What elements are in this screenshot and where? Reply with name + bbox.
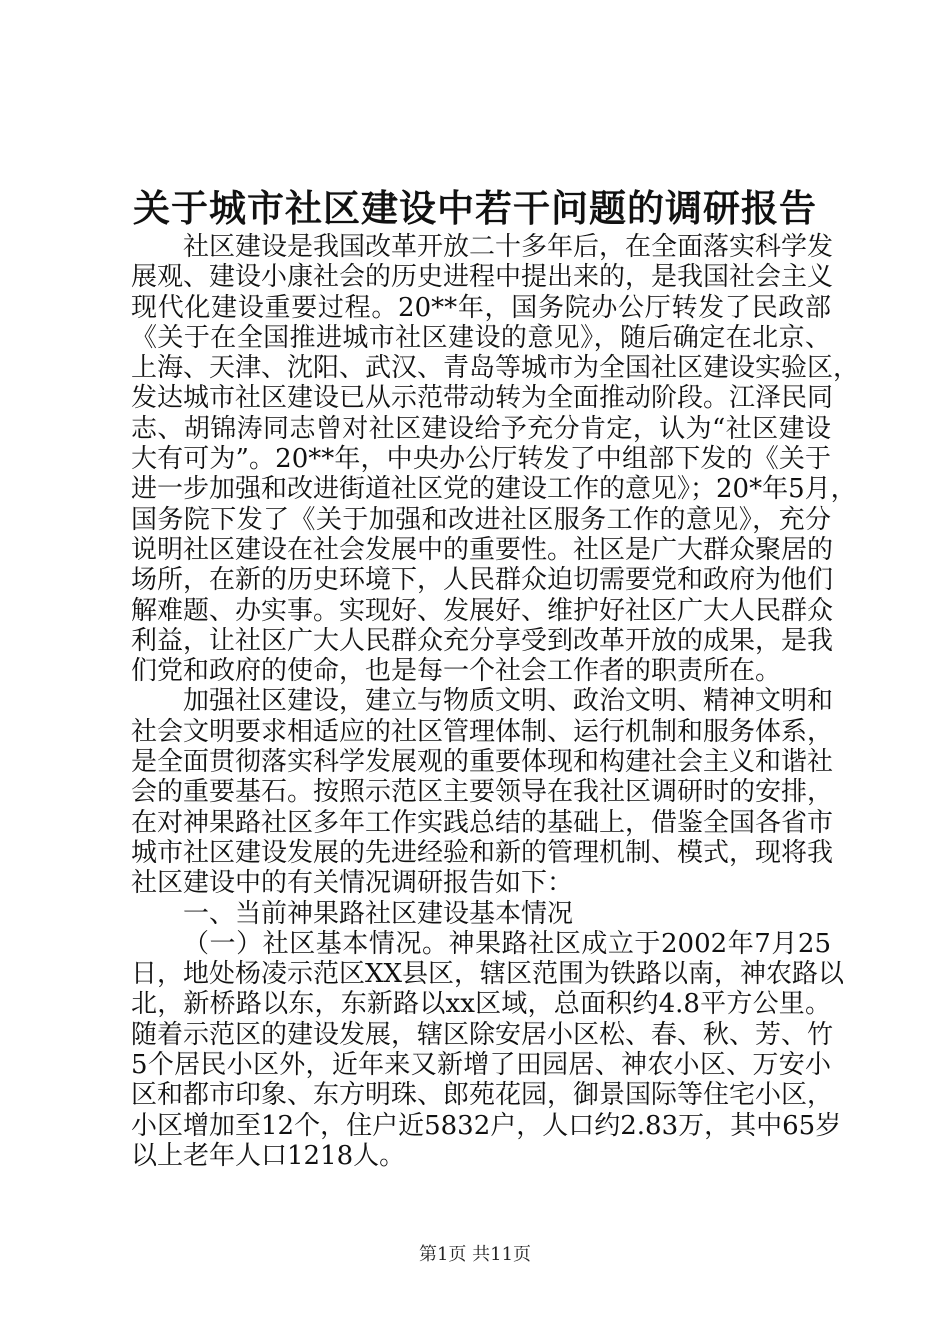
body-line: 社会文明要求相适应的社区管理体制、运行机制和服务体系，	[131, 716, 834, 747]
page-footer: 第1页 共11页	[418, 1244, 532, 1265]
body-line: 日，地处杨凌示范区XX县区，辖区范围为铁路以南，神农路以	[131, 959, 845, 990]
body-line: 大有可为”。20**年，中央办公厅转发了中组部下发的《关于	[131, 444, 831, 475]
body-line: 社区建设是我国改革开放二十多年后，在全面落实科学发	[183, 232, 834, 262]
body-line: 展观、建设小康社会的历史进程中提出来的，是我国社会主义	[131, 262, 834, 293]
body-line: 现代化建设重要过程。20**年，国务院办公厅转发了民政部	[131, 292, 831, 323]
body-line: 上海、天津、沈阳、武汉、青岛等城市为全国社区建设实验区，	[131, 353, 860, 384]
body-line: 在对神果路社区多年工作实践总结的基础上，借鉴全国各省市	[131, 807, 834, 838]
body-line: 小区增加至12个，住户近5832户，人口约2.83万，其中65岁	[131, 1110, 842, 1141]
document-body	[131, 232, 860, 1171]
body-line: （一）社区基本情况。神果路社区成立于2002年7月25	[183, 928, 831, 959]
body-line: 国务院下发了《关于加强和改进社区服务工作的意见》，充分	[131, 504, 831, 535]
body-line: 加强社区建设，建立与物质文明、政治文明、精神文明和	[183, 686, 834, 717]
body-line: 们党和政府的使命，也是每一个社会工作者的职责所在。	[131, 656, 782, 687]
body-line: 利益，让社区广大人民群众充分享受到改革开放的成果，是我	[131, 625, 834, 656]
body-line: 区和都市印象、东方明珠、郎苑花园，御景国际等住宅小区，	[131, 1080, 834, 1111]
document-title: 关于城市社区建设中若干问题的调研报告	[133, 186, 817, 230]
body-line: 说明社区建设在社会发展中的重要性。社区是广大群众聚居的	[131, 534, 834, 565]
body-line: 发达城市社区建设已从示范带动转为全面推动阶段。江泽民同	[131, 383, 834, 414]
body-line: 以上老年人口1218人。	[131, 1140, 406, 1171]
body-line: 场所，在新的历史环境下，人民群众迫切需要党和政府为他们	[131, 565, 834, 596]
body-line: 随着示范区的建设发展，辖区除安居小区松、春、秋、芳、竹	[131, 1019, 834, 1050]
body-line: 一、当前神果路社区建设基本情况	[183, 898, 574, 929]
body-line: 城市社区建设发展的先进经验和新的管理机制、模式，现将我	[131, 837, 834, 868]
body-line: 会的重要基石。按照示范区主要领导在我社区调研时的安排，	[131, 777, 834, 808]
body-line: 《关于在全国推进城市社区建设的意见》，随后确定在北京、	[131, 322, 831, 353]
body-line: 社区建设中的有关情况调研报告如下：	[131, 868, 574, 899]
body-line: 进一步加强和改进街道社区党的建设工作的意见》；20*年5月，	[131, 474, 857, 505]
body-line: 北，新桥路以东，东新路以xx区域，总面积约4.8平方公里。	[131, 989, 831, 1020]
body-line: 志、胡锦涛同志曾对社区建设给予充分肯定，认为“社区建设	[131, 413, 831, 444]
body-line: 5个居民小区外，近年来又新增了田园居、神农小区、万安小	[131, 1050, 831, 1081]
body-line: 是全面贯彻落实科学发展观的重要体现和构建社会主义和谐社	[131, 747, 834, 778]
body-line: 解难题、办实事。实现好、发展好、维护好社区广大人民群众	[131, 595, 834, 626]
